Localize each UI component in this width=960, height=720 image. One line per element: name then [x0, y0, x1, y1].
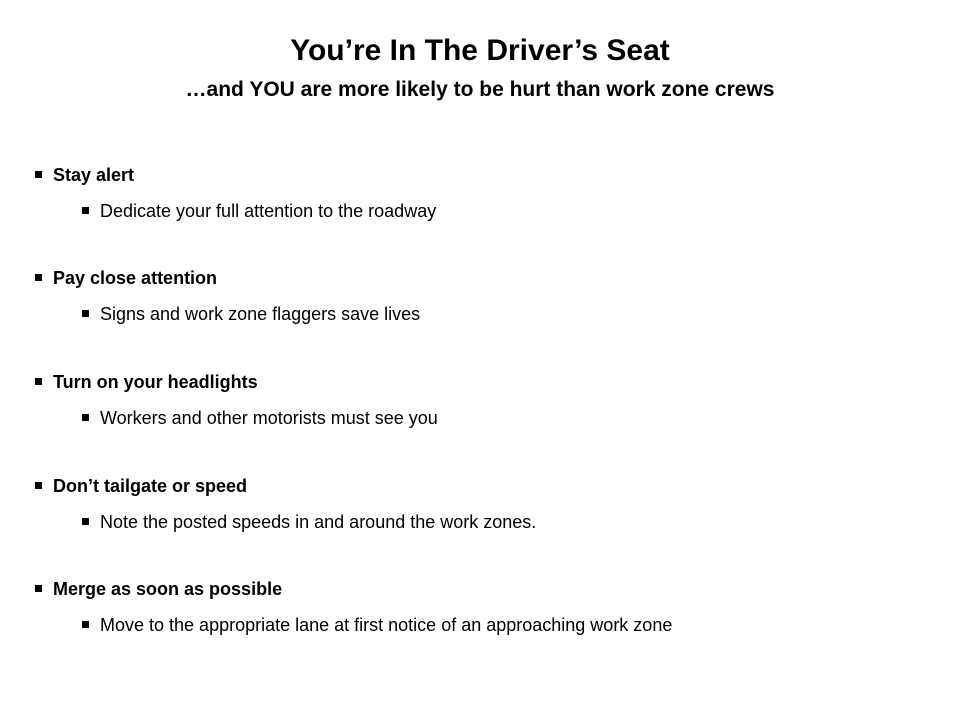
bullet-headlights — [35, 370, 258, 394]
square-bullet-icon — [35, 585, 42, 592]
bullet-merge — [35, 577, 282, 601]
slide-title: You’re In The Driver’s Seat — [290, 34, 670, 67]
square-bullet-icon — [82, 518, 89, 525]
square-bullet-icon — [82, 207, 89, 214]
sub-bullet-pay-close-attention — [82, 302, 420, 326]
bullet-stay-alert — [35, 163, 134, 187]
square-bullet-icon — [35, 274, 42, 281]
slide-subtitle: …and YOU are more likely to be hurt than work zone crews — [185, 78, 775, 101]
square-bullet-icon — [35, 482, 42, 489]
bullet-heading: Merge as soon as possible — [53, 579, 283, 599]
sub-bullet-stay-alert — [82, 199, 436, 223]
bullet-heading: Pay close attention — [53, 268, 218, 288]
bullet-tailgate-speed — [35, 474, 247, 498]
bullet-detail: Workers and other motorists must see you — [100, 408, 438, 428]
square-bullet-icon — [82, 310, 89, 317]
square-bullet-icon — [82, 414, 89, 421]
square-bullet-icon — [35, 378, 42, 385]
bullet-detail: Move to the appropriate lane at first notice of an approaching work zone — [100, 615, 673, 635]
bullet-heading: Stay alert — [53, 165, 135, 185]
bullet-detail: Note the posted speeds in and around the work zones. — [100, 512, 537, 532]
sub-bullet-tailgate-speed — [82, 510, 536, 534]
bullet-heading: Don’t tailgate or speed — [53, 476, 248, 496]
square-bullet-icon — [35, 171, 42, 178]
bullet-detail: Dedicate your full attention to the roadway — [100, 201, 437, 221]
sub-bullet-headlights — [82, 406, 438, 430]
bullet-detail: Signs and work zone flaggers save lives — [100, 304, 421, 324]
bullet-pay-close-attention — [35, 266, 217, 290]
square-bullet-icon — [82, 621, 89, 628]
bullet-heading: Turn on your headlights — [53, 372, 258, 392]
sub-bullet-merge — [82, 613, 672, 637]
